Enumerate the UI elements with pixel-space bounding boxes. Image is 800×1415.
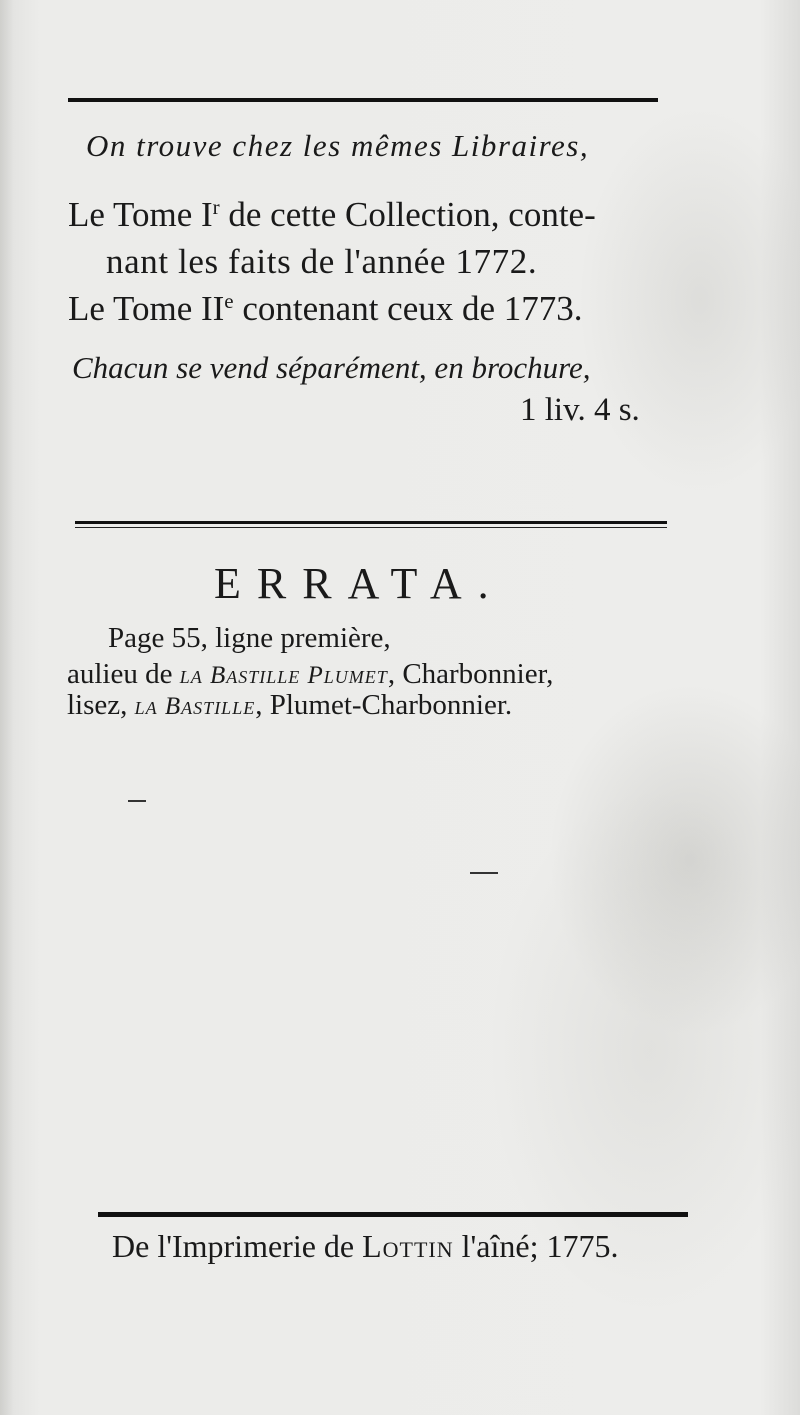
imprint-c: l'aîné; 1775. [453, 1228, 619, 1264]
tome-1-line [68, 195, 596, 235]
price-line-1: Chacun se vend séparément, en brochure, [72, 350, 591, 385]
tome-2-label: Le Tome II [68, 289, 225, 328]
imprint-printer: Lottin [362, 1228, 454, 1264]
tome-2-text: contenant ceux de 1773. [233, 289, 583, 328]
errata-rule [75, 521, 667, 524]
errata-line-3-b: la Bastille [134, 693, 256, 720]
top-rule [68, 98, 658, 102]
errata-line-2-b: la Bastille Plumet [179, 662, 388, 689]
tome-1-text: de cette Collection, conte- [219, 195, 596, 234]
tome-1-continuation: nant les faits de l'année 1772. [106, 242, 538, 281]
imprint-a: De l'Imprimerie de [112, 1228, 363, 1264]
errata-line-3-c: , Plumet-Charbonnier. [255, 689, 513, 721]
tome-1-superscript: r [212, 195, 220, 219]
price-line-2: 1 liv. 4 s. [520, 392, 640, 428]
errata-line-3-a: lisez, [67, 689, 135, 721]
errata-line-2 [67, 658, 553, 691]
errata-line-3 [67, 689, 512, 722]
header-line: On trouve chez les mêmes Libraires, [86, 128, 590, 163]
errata-line-2-a: aulieu de [67, 658, 180, 690]
bottom-rule [98, 1212, 688, 1217]
imprint-line [112, 1228, 618, 1265]
stray-mark [128, 800, 146, 802]
errata-title: ERRATA. [214, 559, 505, 608]
errata-line-1: Page 55, ligne première, [108, 622, 391, 654]
stray-mark [470, 872, 498, 874]
tome-2-line [68, 289, 583, 329]
errata-line-2-c: , Charbonnier, [387, 658, 554, 690]
tome-2-superscript: e [224, 289, 234, 313]
tome-1-label: Le Tome I [68, 195, 213, 234]
